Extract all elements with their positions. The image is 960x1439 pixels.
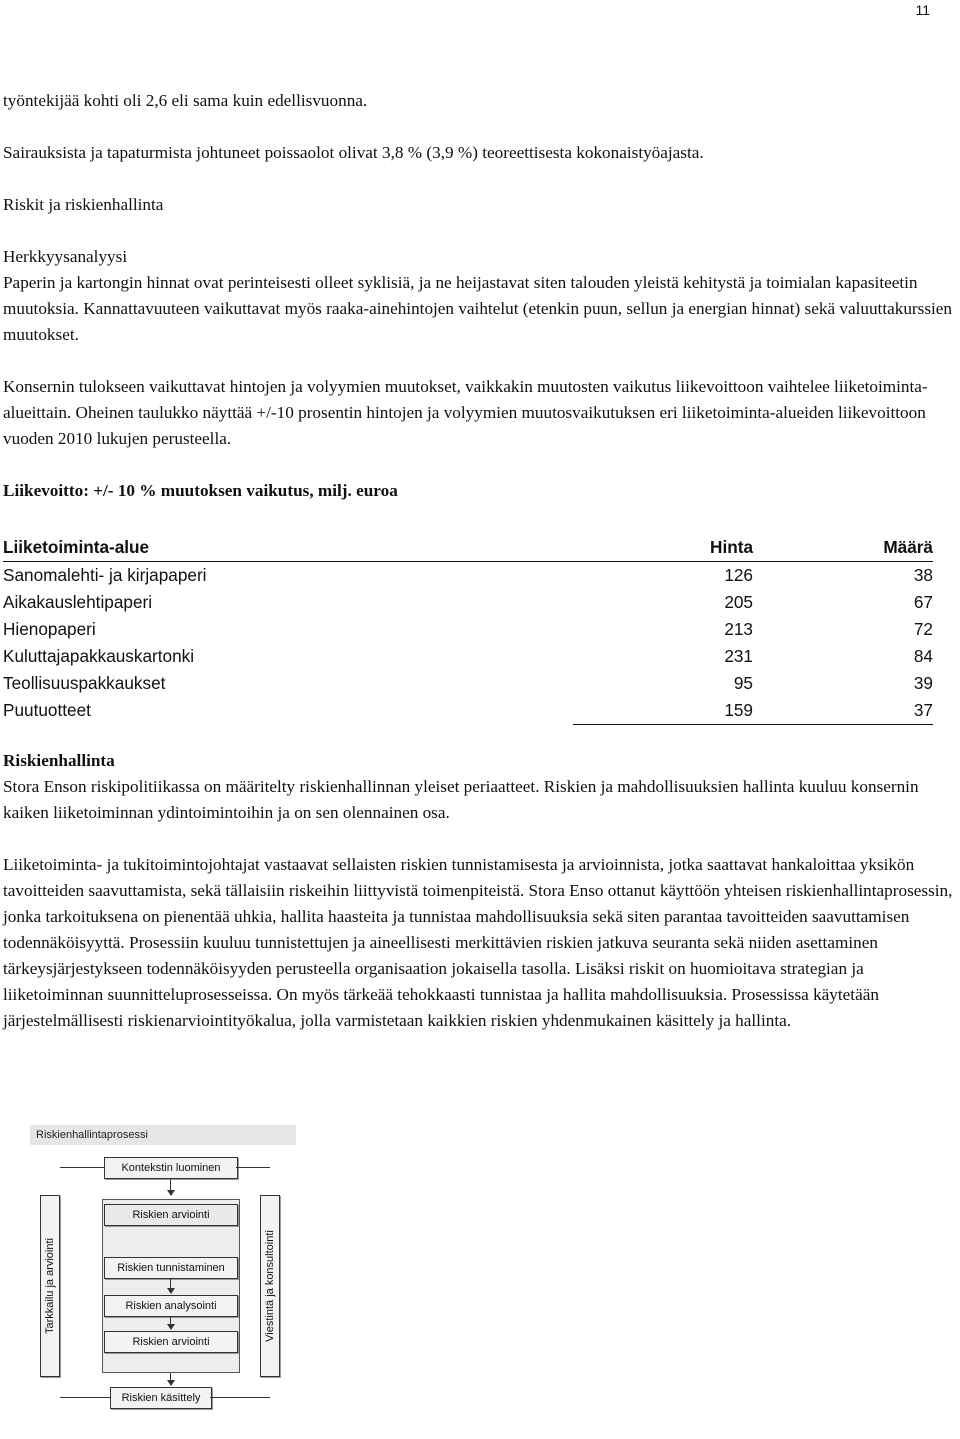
cell-qty: 38 — [913, 565, 933, 585]
cell-price: 231 — [724, 646, 753, 666]
table-row — [3, 589, 933, 616]
cell-area: Sanomalehti- ja kirjapaperi — [3, 565, 207, 585]
table-row — [3, 616, 933, 643]
header-qty: Määrä — [753, 533, 933, 562]
arrow-down-1 — [170, 1179, 171, 1195]
paragraph-risk-policy: Stora Enson riskipolitiikassa on määritelty riskienhallinnan yleiset periaatteet. Riskien ja mahdollisuuksien hallinta kuuluu konsernin kaiken liiketoiminnan ydintoimintoihin ja on sen olennainen osa. — [3, 777, 919, 822]
sensitivity-table — [3, 533, 933, 725]
risk-process-diagram — [30, 1125, 298, 1425]
heading-risks: Riskit ja riskienhallinta — [3, 195, 164, 214]
connector-left-bottom — [60, 1397, 110, 1398]
table-row — [3, 643, 933, 670]
evaluate-box: Riskien arviointi — [104, 1331, 238, 1353]
table-title: Liikevoitto: +/- 10 % muutoksen vaikutus, milj. euroa — [3, 481, 398, 500]
header-price: Hinta — [573, 533, 753, 562]
assessment-box: Riskien arviointi — [104, 1204, 238, 1226]
analyse-box: Riskien analysointi — [104, 1295, 238, 1317]
paragraph-risk-process: Liiketoiminta- ja tukitoimintojohtajat vastaavat sellaisten riskien tunnistamisesta ja arvioinnista, jotka saattavat hankaloittaa yksikön tavoitteiden saavuttamista, sekä tällaisiin riskeihin liittyvistä toimenpiteistä. Stora Enso ottanut käyttöön yhteisen riskienhallintaprosessin, jonka tarkoituksena on pienentää uhkia, hallita haasteita ja tunnistaa mahdollisuuksia sekä siten parantaa tavoitteiden saavuttamisen todennäköisyyttä. Prosessiin kuuluu tunnistettujen ja aineellisesti merkittävien riskien jatkuva seuranta sekä niiden asettaminen tärkeysjärjestykseen todennäköisyyden perusteella organisaation jokaisella tasolla. Lisäksi riskit on huomioitava strategian ja liiketoiminnan suunnitteluprosesseissa. On myös tärkeää tehokkaasti tunnistaa ja hallita mahdollisuuksia. Prosessissa käytetään järjestelmällisesti riskienarviointityökalua, jolla varmistetaan kaikkien riskien yhdenmukainen käsittely ja hallinta. — [3, 855, 953, 1030]
cell-qty: 37 — [753, 697, 933, 725]
identify-box: Riskien tunnistaminen — [104, 1257, 238, 1279]
page-number: 11 — [915, 2, 930, 18]
cell-area: Hienopaperi — [3, 619, 96, 639]
paragraph-prices: Paperin ja kartongin hinnat ovat perinteisesti olleet syklisiä, ja ne heijastavat siten talouden yleistä kehitystä ja toimialan kapasiteetin muutoksia. Kannattavuuteen vaikuttavat myös raaka-ainehintojen vaihtelut (etenkin puun, sellun ja energian hinnat) sekä valuuttakurssien muutokset. — [3, 273, 953, 344]
cell-area: Aikakauslehtipaperi — [3, 592, 153, 612]
arrow-down-3 — [170, 1317, 171, 1329]
header-area: Liiketoiminta-alue — [3, 533, 573, 562]
cell-area: Teollisuuspakkaukset — [3, 673, 166, 693]
cell-area: Puutuotteet — [3, 700, 91, 721]
paragraph-employees: työntekijää kohti oli 2,6 eli sama kuin edellisvuonna. — [3, 91, 368, 110]
cell-qty: 39 — [913, 673, 933, 693]
table-row — [3, 670, 933, 697]
table-row — [3, 697, 933, 725]
communication-bar — [260, 1195, 280, 1377]
monitoring-label: Tarkkailu ja arviointi — [44, 1238, 56, 1334]
diagram-title: Riskienhallintaprosessi — [30, 1125, 296, 1145]
heading-risk-management: Riskienhallinta — [3, 751, 115, 770]
paragraph-group-result: Konsernin tulokseen vaikuttavat hintojen ja volyymien muutokset, vaikkakin muutosten vaikutus liikevoittoon vaihtelee liiketoiminta-alueittain. Oheinen taulukko näyttää +/-10 prosentin hintojen ja volyymien muutosvaikutuksen eri liiketoiminta-alueiden liikevoittoon vuoden 2010 lukujen perusteella. — [3, 377, 928, 448]
monitoring-bar — [40, 1195, 60, 1377]
communication-label: Viestintä ja konsultointi — [264, 1230, 276, 1342]
heading-sensitivity: Herkkyysanalyysi — [3, 247, 128, 266]
cell-price: 95 — [733, 673, 753, 693]
arrow-down-2 — [170, 1279, 171, 1293]
cell-price: 126 — [724, 565, 753, 585]
cell-price: 213 — [724, 619, 753, 639]
context-box: Kontekstin luominen — [104, 1157, 238, 1179]
connector-right-bottom — [210, 1397, 270, 1398]
cell-qty: 72 — [913, 619, 933, 639]
table-header-row — [3, 533, 933, 562]
cell-area: Kuluttajapakkauskartonki — [3, 646, 195, 666]
cell-price: 159 — [573, 697, 753, 725]
table-row — [3, 562, 933, 590]
cell-qty: 67 — [913, 592, 933, 612]
paragraph-absences: Sairauksista ja tapaturmista johtuneet poissaolot olivat 3,8 % (3,9 %) teoreettisesta kokonaistyöajasta. — [3, 143, 704, 162]
treat-box: Riskien käsittely — [110, 1387, 212, 1409]
connector-left-top — [60, 1167, 104, 1168]
arrow-down-4 — [170, 1373, 171, 1385]
connector-right-top — [236, 1167, 270, 1168]
cell-qty: 84 — [913, 646, 933, 666]
cell-price: 205 — [724, 592, 753, 612]
